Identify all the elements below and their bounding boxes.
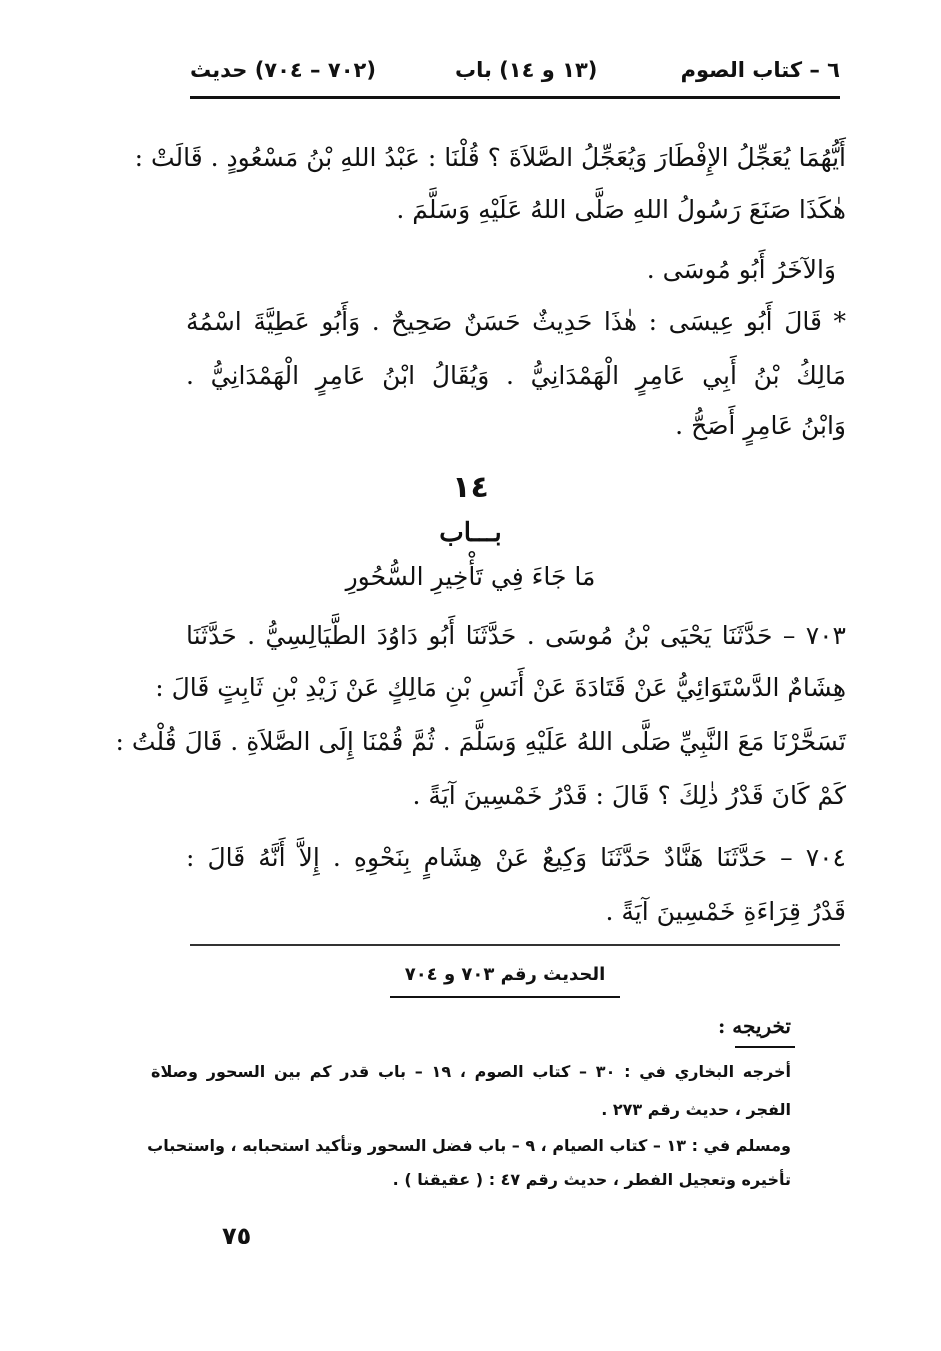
- body-line: وَالآخَرُ أَبُو مُوسَى .: [646, 255, 836, 284]
- note-line: أخرجه البخاري في : ٣٠ – كتاب الصوم ، ١٩ – باب قدر كم بين السحور وصلاة: [151, 1062, 791, 1081]
- hadith-line: كَمْ كَانَ قَدْرُ ذٰلِكَ ؟ قَالَ : قَدْرُ خَمْسِينَ آيَةً .: [412, 781, 846, 810]
- running-header: [190, 58, 840, 94]
- takhrij-label: تخريجه :: [717, 1014, 791, 1038]
- takhrij-underline: [735, 1046, 795, 1048]
- note-line: تأخيره وتعجيل الفطر ، حديث رقم ٤٧ : ( عقيقنا ) .: [392, 1170, 791, 1189]
- chapter-title: مَا جَاءَ فِي تَأْخِيرِ السُّحُورِ: [345, 562, 596, 591]
- body-line: وَابْنُ عَامِرٍ أَصَحُّ .: [675, 411, 846, 440]
- note-line: ومسلم في : ١٣ – كتاب الصيام ، ٩ – باب فضل السحور وتأكيد استحبابه ، واستحباب: [147, 1136, 791, 1155]
- notes-title-underline: [390, 996, 620, 998]
- hadith-line: قَدْرُ قِرَاءَةِ خَمْسِينَ آيَةً .: [605, 897, 846, 926]
- body-line: هٰكَذَا صَنَعَ رَسُولُ اللهِ صَلَّى اللهُ عَلَيْهِ وَسَلَّمَ .: [396, 195, 846, 224]
- body-line: أَيُّهُمَا يُعَجِّلُ الإِفْطَارَ وَيُعَجِّلُ الصَّلاَةَ ؟ قُلْنَا : عَبْدُ اللهِ بْنُ مَسْعُودٍ . قَالَتْ :: [134, 143, 846, 172]
- chapter-bab-label: بـــاب: [439, 518, 502, 548]
- header-book-title: ٦ – كتاب الصوم: [680, 58, 840, 82]
- header-rule: [190, 96, 840, 99]
- hadith-line: ٧٠٣ – حَدَّثَنَا يَحْيَى بْنُ مُوسَى . حَدَّثَنَا أَبُو دَاوُدَ الطَّيَالِسِيُّ . حَدَّثَنَا: [186, 621, 846, 650]
- page-number: ٧٥: [222, 1222, 252, 1250]
- header-chapter-range: (١٣ و ١٤) باب: [455, 58, 598, 82]
- footnote-divider: [190, 944, 840, 946]
- chapter-number: ١٤: [452, 470, 489, 505]
- hadith-line: تَسَحَّرْنَا مَعَ النَّبِيِّ صَلَّى اللهُ عَلَيْهِ وَسَلَّمَ . ثُمَّ قُمْنَا إِلَى الصَّلاَةِ . قَالَ قُلْتُ :: [115, 727, 846, 756]
- note-line: الفجر ، حديث رقم ٢٧٣ .: [601, 1100, 791, 1119]
- body-line: * قَالَ أَبُو عِيسَى : هٰذَا حَدِيثٌ حَسَنٌ صَحِيحٌ . وَأَبُو عَطِيَّةَ اسْمُهُ: [186, 307, 846, 336]
- notes-title: الحديث رقم ٧٠٣ و ٧٠٤: [404, 964, 606, 985]
- header-hadith-range: (٧٠٢ – ٧٠٤) حديث: [190, 58, 376, 82]
- hadith-line: هِشَامٌ الدَّسْتَوَائِيُّ عَنْ قَتَادَةَ عَنْ أَنَسِ بْنِ مَالِكٍ عَنْ زَيْدِ بْنِ ثَابِتٍ قَالَ :: [155, 673, 846, 702]
- body-line: مَالِكُ بْنُ أَبِي عَامِرٍ الْهَمْدَانِيُّ . وَيُقَالُ ابْنُ عَامِرٍ الْهَمْدَانِيُّ .: [186, 361, 846, 390]
- hadith-line: ٧٠٤ – حَدَّثَنَا هَنَّادٌ حَدَّثَنَا وَكِيعٌ عَنْ هِشَامٍ بِنَحْوِهِ . إِلاَّ أَنَّهُ قَالَ :: [186, 843, 846, 872]
